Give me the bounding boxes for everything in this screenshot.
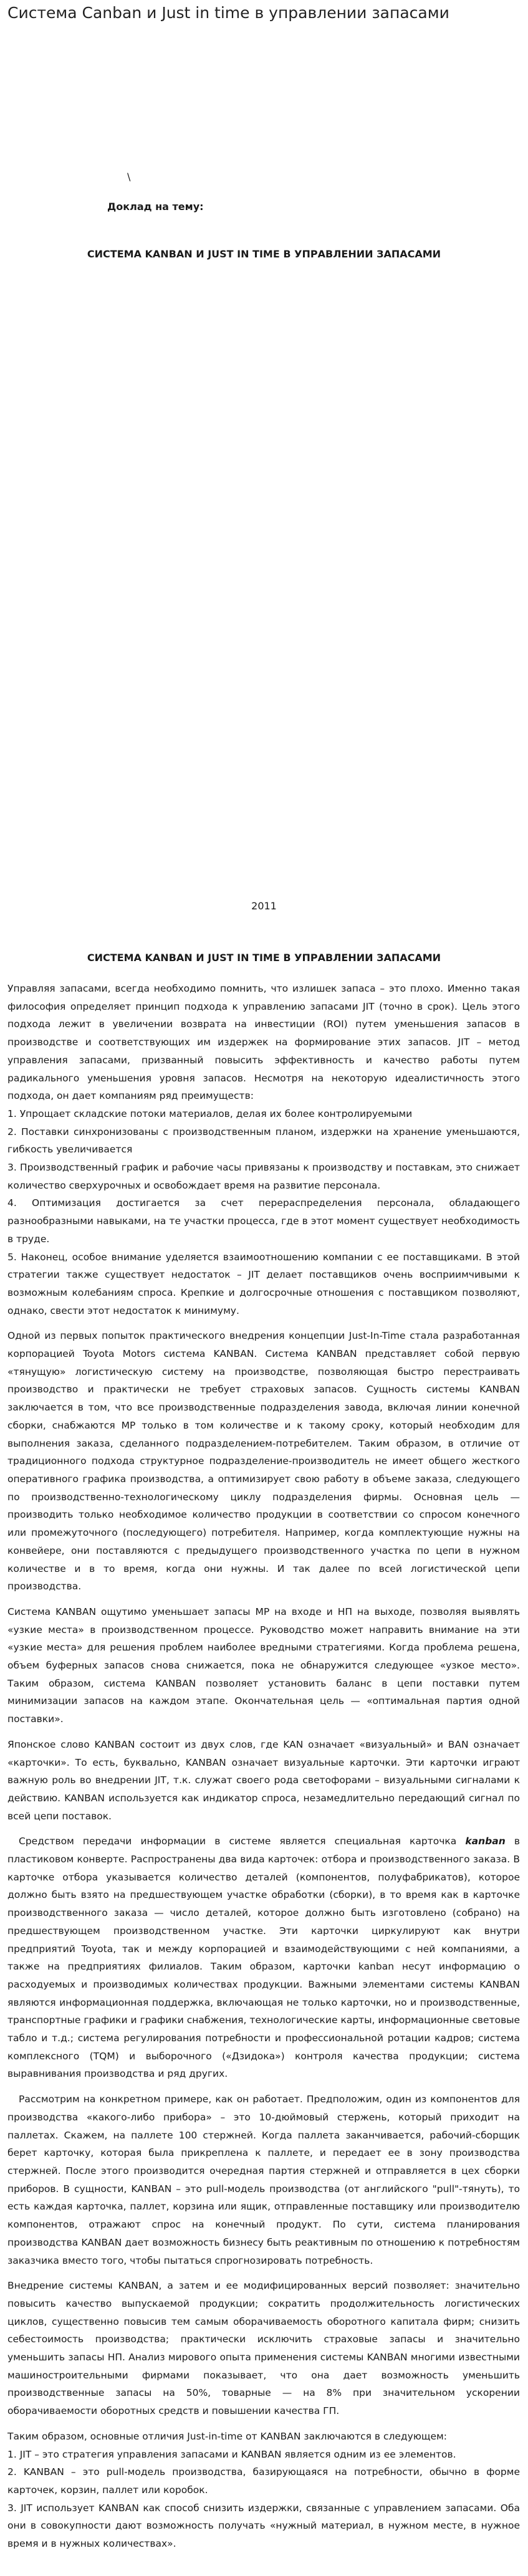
report-label: Доклад на тему:	[107, 201, 204, 213]
cards-text-end: в пластиковом конверте. Распространены два вида карточек: отбора и производственного заказа. В карточке отбора указывается количество деталей (компонентов, полуфабрикатов), которое должно быть взято на предшествующем участке обработки (сборки), в то время как в карточке производственного заказа — число деталей, которое должно быть изготовлено (собрано) на предшествующем производственном участке. Эти карточки циркулируют как внутри предприятий Toyota, так и между корпорацией и взаимодействующими с ней компаниями, а также на предприятиях филиалов. Таким образом, карточки kanban несут информацию о расходуемых и производимых количествах продукции. Важными элементами системы KANBAN являются информационная поддержка, включающая не только карточки, но и производственные, транспортные графики и графики снабжения, технологические карты, информационные световые табло и т.д.; система регулирования потребности и профессиональной ротации кадров; система комплексного (TQM) и выборочного («Дзидока») контроля качества продукции; система выравнивания производства и ряд других.	[7, 1836, 521, 2080]
paragraph-benefits: Внедрение системы KANBAN, а затем и ее модифицированных версий позволяет: значительно повысить качество выпускаемой продукции; сократить продолжительность логистических циклов, существенно повысив тем самым оборачиваемость оборотного капитала фирм; снизить себестоимость производства; практически исключить страховые запасы и значительно уменьшить запасы НП. Анализ мирового опыта применения системы KANBAN многими известными машиностроительными фирмами показывает, что она дает возможность уменьшить производственные запасы на 50%, товарные — на 8% при значительном ускорении оборачиваемости оборотных средств и повышении качества ГП.	[7, 2280, 520, 2417]
article-body	[7, 980, 520, 2553]
section-title: СИСТЕМА KANBAN И JUST IN TIME В УПРАВЛЕНИИ ЗАПАСАМИ	[87, 952, 441, 964]
paragraph-kanban-intro: Одной из первых попыток практического внедрения концепции Just-In-Time стала разработанная корпорацией Toyota Motors система KANBAN. Система KANBAN представляет собой первую «тянущую» логистическую систему на производстве, позволяющая быстро перестраивать производство и практически не требует страховых запасов. Сущность системы KANBAN заключается в том, что все производственные подразделения завода, включая линии конечной сборки, снабжаются МР только в том количестве и к такому сроку, который необходим для выполнения заказа, сделанного подразделением-потребителем. Таким образом, в отличие от традиционного подхода структурное подразделение-производитель не имеет общего жесткого оперативного графика производства, а оптимизирует свою работу в объеме заказа, следующего по производственно-технологическому циклу подразделения фирмы. Основная цель — производить только необходимое количество продукции в соответствии со спросом конечного или промежуточного (последующего) потребителя. Например, когда комплектующие нужны на конвейере, они поставляются с предыдущего производственного участка по цепи в нужном количестве и в то время, когда они нужны. И так далее по всей логистической цепи производства.	[7, 1330, 520, 1592]
cards-text-start: Средством передачи информации в системе является специальная карточка	[19, 1836, 466, 1847]
page-title: Система Canban и Just in time в управлении запасами	[7, 4, 449, 22]
cover-year: 2011	[251, 900, 277, 912]
list-item: 1. JIT – это стратегия управления запасами и KANBAN является одним из ее элементов.	[7, 2448, 456, 2460]
paragraph-conclusion: Таким образом, основные отличия Just-in-time от KANBAN заключаются в следующем:	[7, 2430, 447, 2442]
paragraph-word-kanban: Японское слово KANBAN состоит из двух слов, где KAN означает «визуальный» и BAN означает «карточки». То есть, буквально, KANBAN означает визуальные карточки. Эти карточки играют важную роль во внедрении JIT, т.к. служат своего рода светофорами – визуальными сигналами к действию. KANBAN используется как индикатор спроса, незамедлительно передающий сигнал по всей цепи поставок.	[7, 1738, 520, 1822]
paragraph-cards	[7, 1832, 520, 2083]
list-item: 5. Наконец, особое внимание уделяется взаимоотношению компании с ее поставщиками. В этой стратегии также существует недостаток – JIT делает поставщиков очень восприимчивыми к возможным колебаниям спроса. Крепкие и долгосрочные отношения с поставщиком позволяют, однако, свести этот недостаток к минимуму.	[7, 1251, 520, 1316]
cover-title: СИСТЕМА KANBAN И JUST IN TIME В УПРАВЛЕНИИ ЗАПАСАМИ	[87, 248, 441, 260]
paragraph-bottlenecks: Система KANBAN ощутимо уменьшает запасы МР на входе и НП на выходе, позволяя выявлять «узкие места» в производственном процессе. Руководство может направить внимание на эти «узкие места» для решения проблем наиболее вредными стратегиями. Когда проблема решена, объем буферных запасов снова снижается, пока не обнаружится следующее «узкое место». Таким образом, система KANBAN позволяет установить баланс в цепи поставки путем минимизации запасов на каждом этапе. Окончательная цель — «оптимальная партия одной поставки».	[7, 1606, 520, 1725]
list-item: 2. KANBAN – это pull-модель производства, базирующаяся на потребности, обычно в форме карточек, корзин, паллет или коробок.	[7, 2466, 520, 2496]
list-item: 4. Оптимизация достигается за счет перераспределения персонала, обладающего разнообразными навыками, на те участки процесса, где в этот момент существует необходимость в труде.	[7, 1197, 520, 1245]
list-item: 3. Производственный график и рабочие часы привязаны к производству и поставкам, это снижает количество сверхурочных и освобождает время на развитие персонала.	[7, 1162, 520, 1191]
list-item: 3. JIT использует KANBAN как способ снизить издержки, связанные с управлением запасами. Оба они в совокупности дают возможность получать «нужный материал, в нужном месте, в нужное время и в нужных количествах».	[7, 2502, 520, 2550]
list-item: 2. Поставки синхронизованы с производственным планом, издержки на хранение уменьшаются, гибкость увеличивается	[7, 1126, 520, 1156]
backslash-mark: \	[127, 171, 131, 183]
list-item: 1. Упрощает складские потоки материалов, делая их более контролируемыми	[7, 1108, 413, 1119]
kanban-term: kanban	[465, 1836, 506, 1847]
paragraph-example: Рассмотрим на конкретном примере, как он работает. Предположим, один из компонентов для производства «какого-либо прибора» – это 10-дюймовый стержень, который приходит на паллетах. Скажем, на паллете 100 стержней. Когда паллета заканчивается, рабочий-сборщик берет карточку, которая была прикреплена к паллете, и передает ее в зону производства стержней. После этого производится очередная партия стержней и отправляется в цех сборки приборов. В сущности, KANBAN – это pull-модель производства (от английского "pull"-тянуть), то есть каждая карточка, паллет, корзина или ящик, отправленные поставщику или производителю компонентов, отражают спрос на конечный продукт. По сути, система планирования производства KANBAN дает возможность бизнесу быть реактивным по отношению к потребностям заказчика вместо того, чтобы пытаться спрогнозировать потребность.	[7, 2094, 520, 2266]
paragraph-intro: Управляя запасами, всегда необходимо помнить, что излишек запаса – это плохо. Именно такая философия определяет принцип подхода к управлению запасами JIT (точно в срок). Цель этого подхода лежит в увеличении возврата на инвестиции (ROI) путем уменьшения запасов в производстве и соответствующих им издержек на формирование этих запасов. JIT – метод управления запасами, призванный повысить эффективность и качество работы путем радикального уменьшения уровня запасов. Несмотря на некоторую идеалистичность этого подхода, он дает компаниям ряд преимуществ:	[7, 983, 520, 1102]
